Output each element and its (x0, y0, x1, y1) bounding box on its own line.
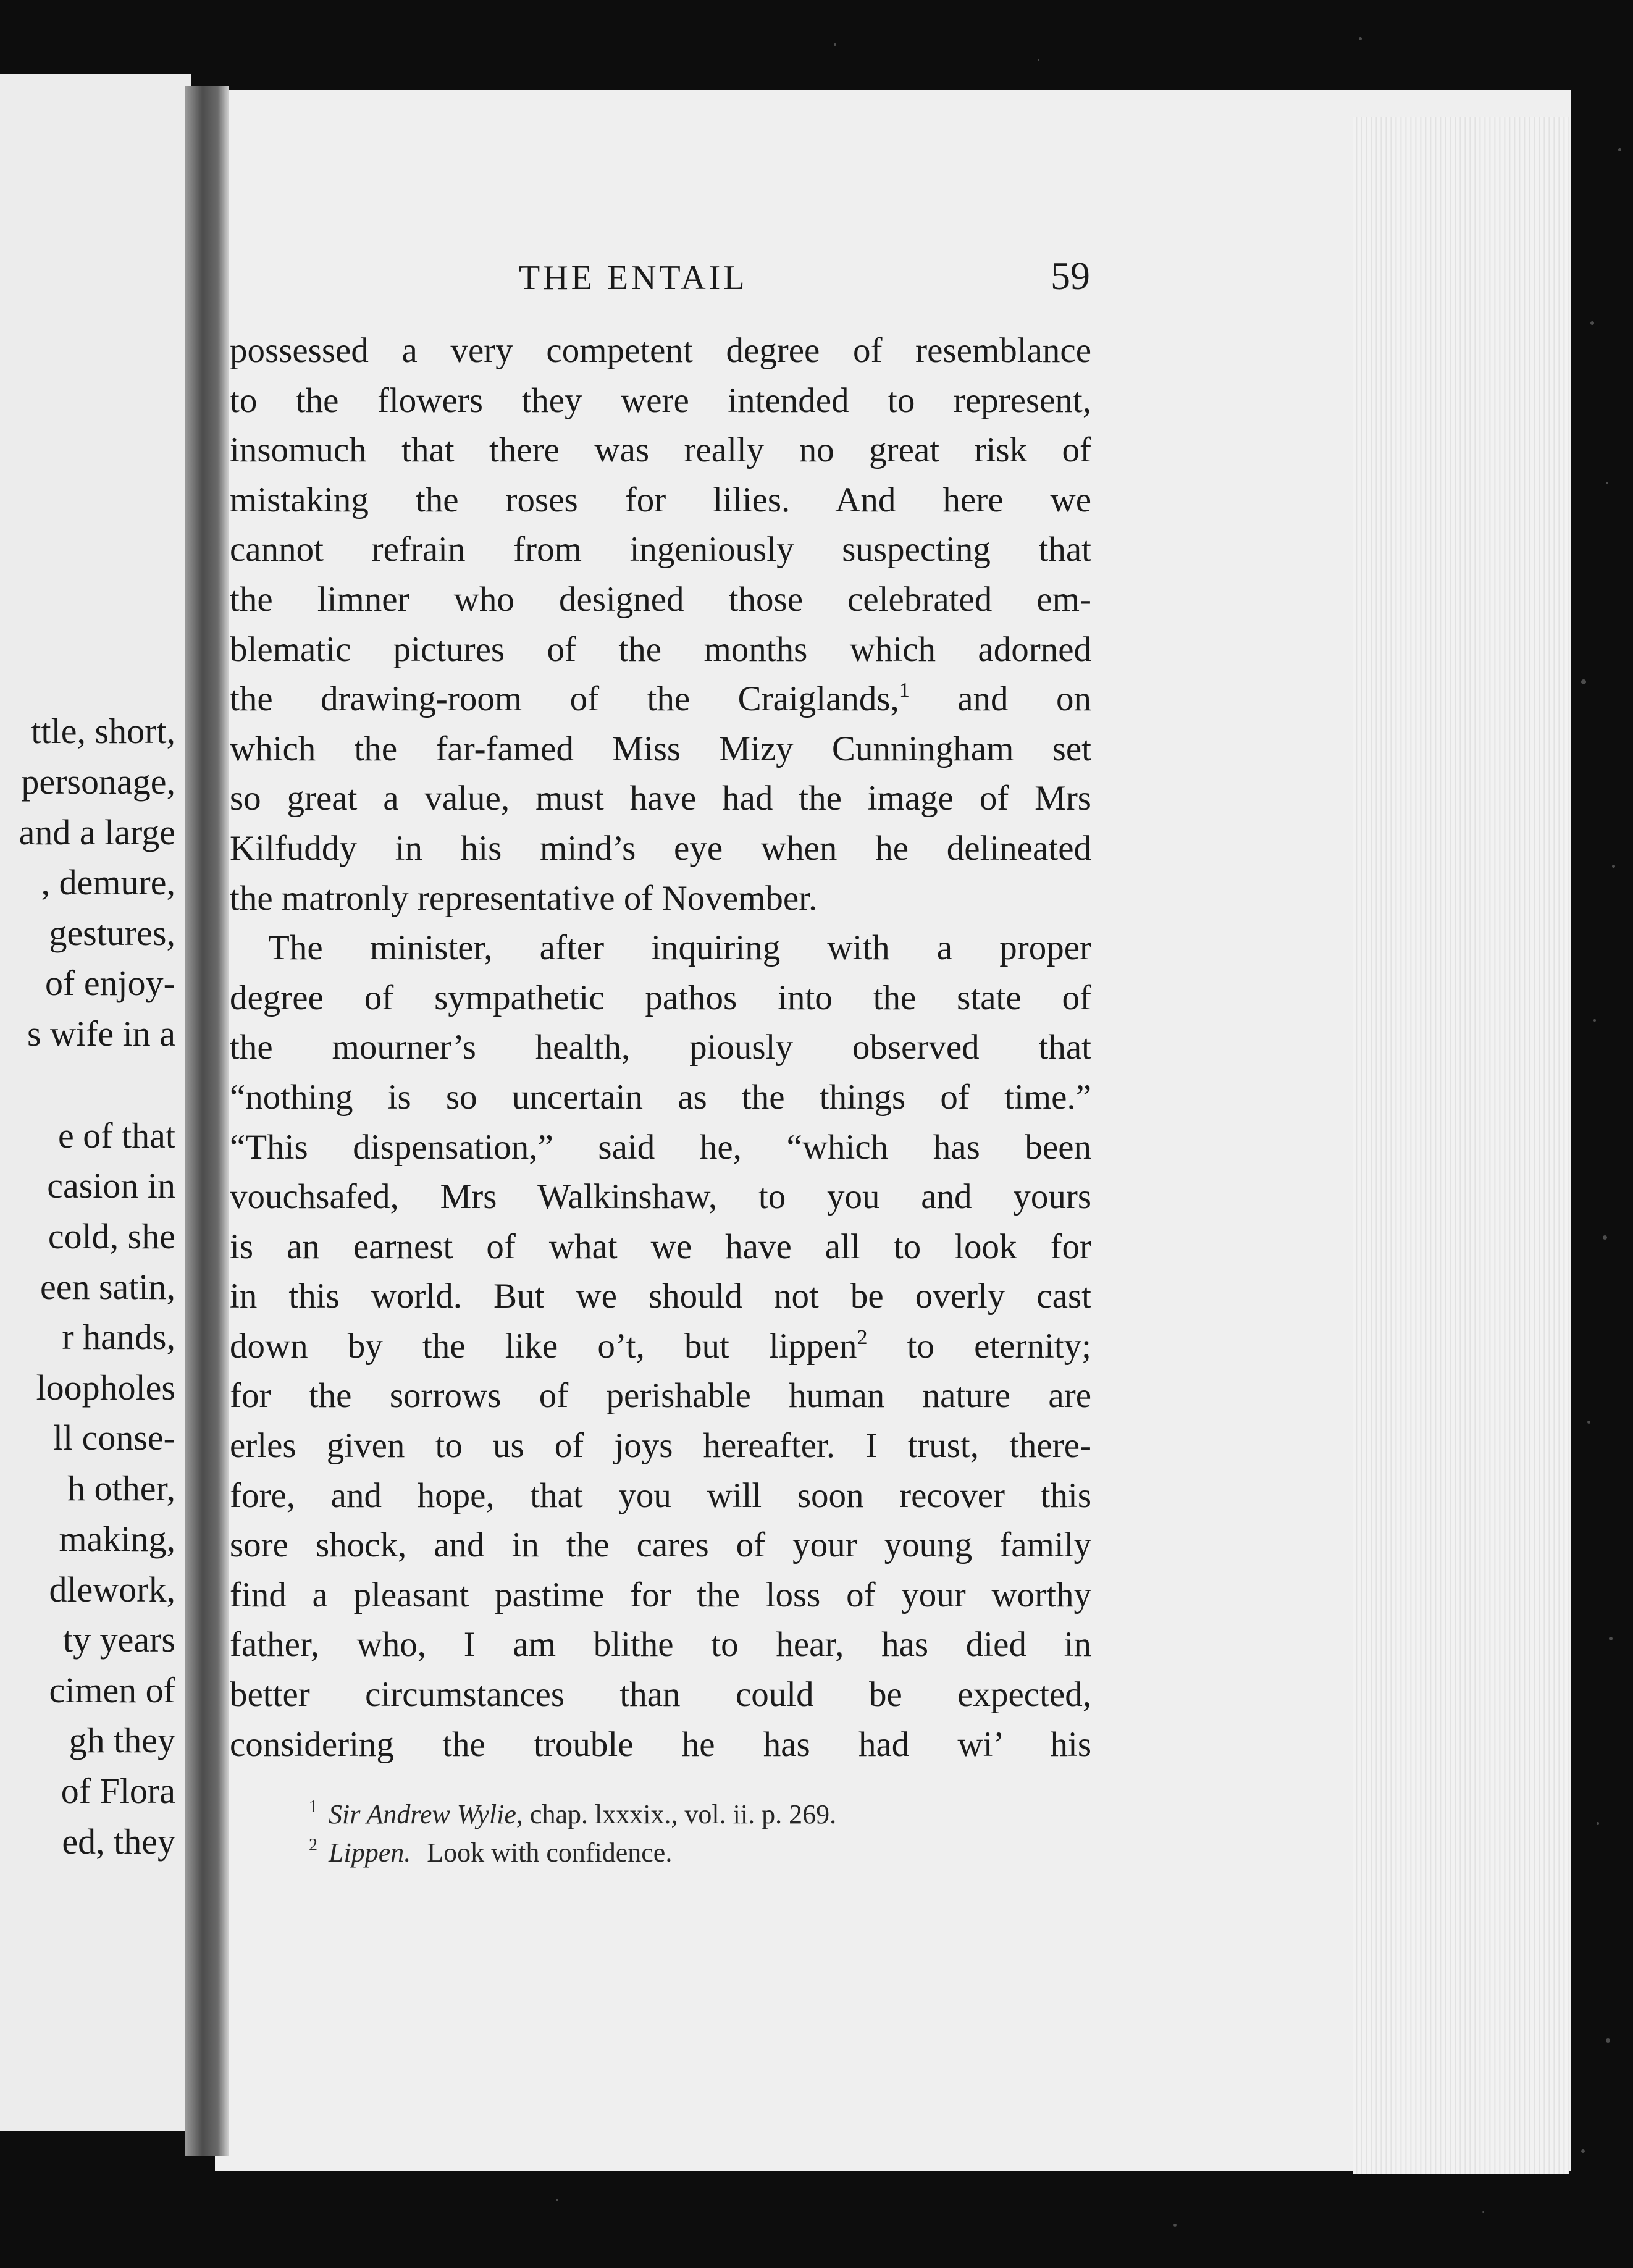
scan-speckle (1597, 1822, 1599, 1825)
text-line: blematic pictures of the months which adorned (230, 629, 1091, 669)
body-text (230, 326, 1091, 1770)
footnote-2 (309, 1826, 1112, 1868)
text-line: “nothing is so uncertain as the things of time.” (230, 1077, 1091, 1117)
text-line: erles given to us of joys hereafter. I trust, there- (230, 1426, 1091, 1466)
text-line-with-footnote-ref (230, 1322, 1091, 1372)
text-line: vouchsafed, Mrs Walkinshaw, to you and yours (230, 1177, 1091, 1217)
book-gutter (185, 86, 229, 2156)
left-page-line: of Flora (61, 1771, 175, 1811)
scan-speckle (1581, 679, 1586, 684)
text-line: “This dispensation,” said he, “which has been (230, 1127, 1091, 1167)
text-line: find a pleasant pastime for the loss of your worthy (230, 1575, 1091, 1615)
text-line-with-footnote-ref (230, 674, 1091, 724)
left-page-line: and a large (19, 812, 175, 852)
left-page-line: ll conse- (52, 1418, 175, 1458)
scan-speckle (1359, 37, 1362, 40)
footnote-text: , chap. lxxxix., vol. ii. p. 269. (516, 1799, 837, 1829)
cited-work-title: Sir Andrew Wylie (329, 1799, 516, 1829)
scan-speckle (1606, 482, 1608, 484)
footnote-1 (309, 1788, 1112, 1829)
text-line: better circumstances than could be expected, (230, 1675, 1091, 1715)
scan-speckle (1173, 2224, 1177, 2227)
text-segment: to eternity; (867, 1326, 1091, 1366)
text-line: is an earnest of what we have all to look for (230, 1227, 1091, 1266)
page-number: 59 (1051, 254, 1090, 298)
text-line: possessed a very competent degree of resemblance (230, 331, 1091, 370)
left-page-line: r hands, (62, 1317, 175, 1357)
text-line: for the sorrows of perishable human nature are (230, 1376, 1091, 1416)
left-page-line: gh they (69, 1720, 175, 1760)
footnote-text: Look with confidence. (427, 1838, 673, 1868)
text-line: which the far-famed Miss Mizy Cunningham set (230, 729, 1091, 768)
left-page-line: dlework, (49, 1569, 175, 1610)
text-line: insomuch that there was really no great risk of (230, 430, 1091, 470)
scan-speckle (1606, 2038, 1610, 2043)
scan-speckle (1590, 321, 1594, 325)
scan-speckle (1593, 1019, 1596, 1022)
text-line: mistaking the roses for lilies. And here we (230, 480, 1091, 519)
left-page-line: cold, she (48, 1216, 175, 1256)
text-line: the mourner’s health, piously observed that (230, 1028, 1091, 1067)
text-line: father, who, I am blithe to hear, has died in (230, 1625, 1091, 1665)
left-page-line: making, (59, 1519, 175, 1559)
scan-speckle (1581, 2149, 1585, 2153)
text-line: to the flowers they were intended to represent, (230, 380, 1091, 420)
text-line: the matronly representative of November. (230, 878, 818, 918)
text-segment: and on (909, 679, 1091, 719)
scan-speckle (1618, 148, 1621, 151)
glossed-term: Lippen. (329, 1838, 411, 1868)
scan-speckle (1038, 59, 1039, 61)
scan-speckle (556, 2199, 558, 2201)
scan-speckle (1609, 1637, 1613, 1640)
text-line: the limner who designed those celebrated em- (230, 579, 1091, 619)
text-line: Kilfuddy in his mind’s eye when he delineated (230, 828, 1091, 868)
left-page-line: ed, they (62, 1821, 175, 1862)
text-line: cannot refrain from ingeniously suspecting that (230, 530, 1091, 569)
left-page-line: s wife in a (27, 1014, 175, 1054)
left-page-line: casion in (47, 1166, 175, 1206)
scan-speckle (1587, 1421, 1590, 1424)
scan-speckle (834, 43, 836, 46)
left-page-line: een satin, (40, 1267, 175, 1307)
left-page-line: ttle, short, (31, 711, 175, 751)
scan-speckle (1612, 865, 1615, 868)
running-header (519, 253, 1090, 309)
left-page-line: of enjoy- (45, 963, 175, 1003)
text-segment: the drawing-room of the Craiglands, (230, 679, 899, 719)
left-page-line: personage, (21, 762, 175, 802)
left-page-line: loopholes (36, 1367, 175, 1408)
left-page-line: , demure, (41, 862, 175, 902)
left-page-line: gestures, (49, 913, 175, 953)
page-edges (1353, 117, 1569, 2174)
text-line: degree of sympathetic pathos into the state of (230, 978, 1091, 1017)
left-page-line: h other, (67, 1468, 175, 1508)
text-line: fore, and hope, that you will soon recover this (230, 1476, 1091, 1515)
footnote-number: 2 (309, 1836, 317, 1855)
paragraph-start-line: The minister, after inquiring with a proper (268, 928, 1091, 968)
text-segment: down by the like o’t, but lippen (230, 1326, 857, 1366)
left-page-line: ty years (63, 1619, 175, 1660)
text-line: so great a value, must have had the image of Mrs (230, 779, 1091, 818)
scan-speckle (1482, 2211, 1484, 2213)
footnote-number: 1 (309, 1797, 317, 1816)
scan-speckle (1603, 1235, 1607, 1240)
footnote-reference: 1 (899, 679, 910, 702)
running-title: THE ENTAIL (519, 259, 748, 297)
footnote-reference: 2 (857, 1325, 868, 1349)
text-line: sore shock, and in the cares of your young family (230, 1526, 1091, 1565)
left-page (0, 74, 191, 2131)
text-line: considering the trouble he has had wi’ his (230, 1724, 1091, 1764)
footnotes (309, 1788, 1112, 1868)
left-page-line: e of that (57, 1115, 175, 1156)
left-page-line: cimen of (49, 1670, 175, 1710)
text-line: in this world. But we should not be overly cast (230, 1277, 1091, 1316)
